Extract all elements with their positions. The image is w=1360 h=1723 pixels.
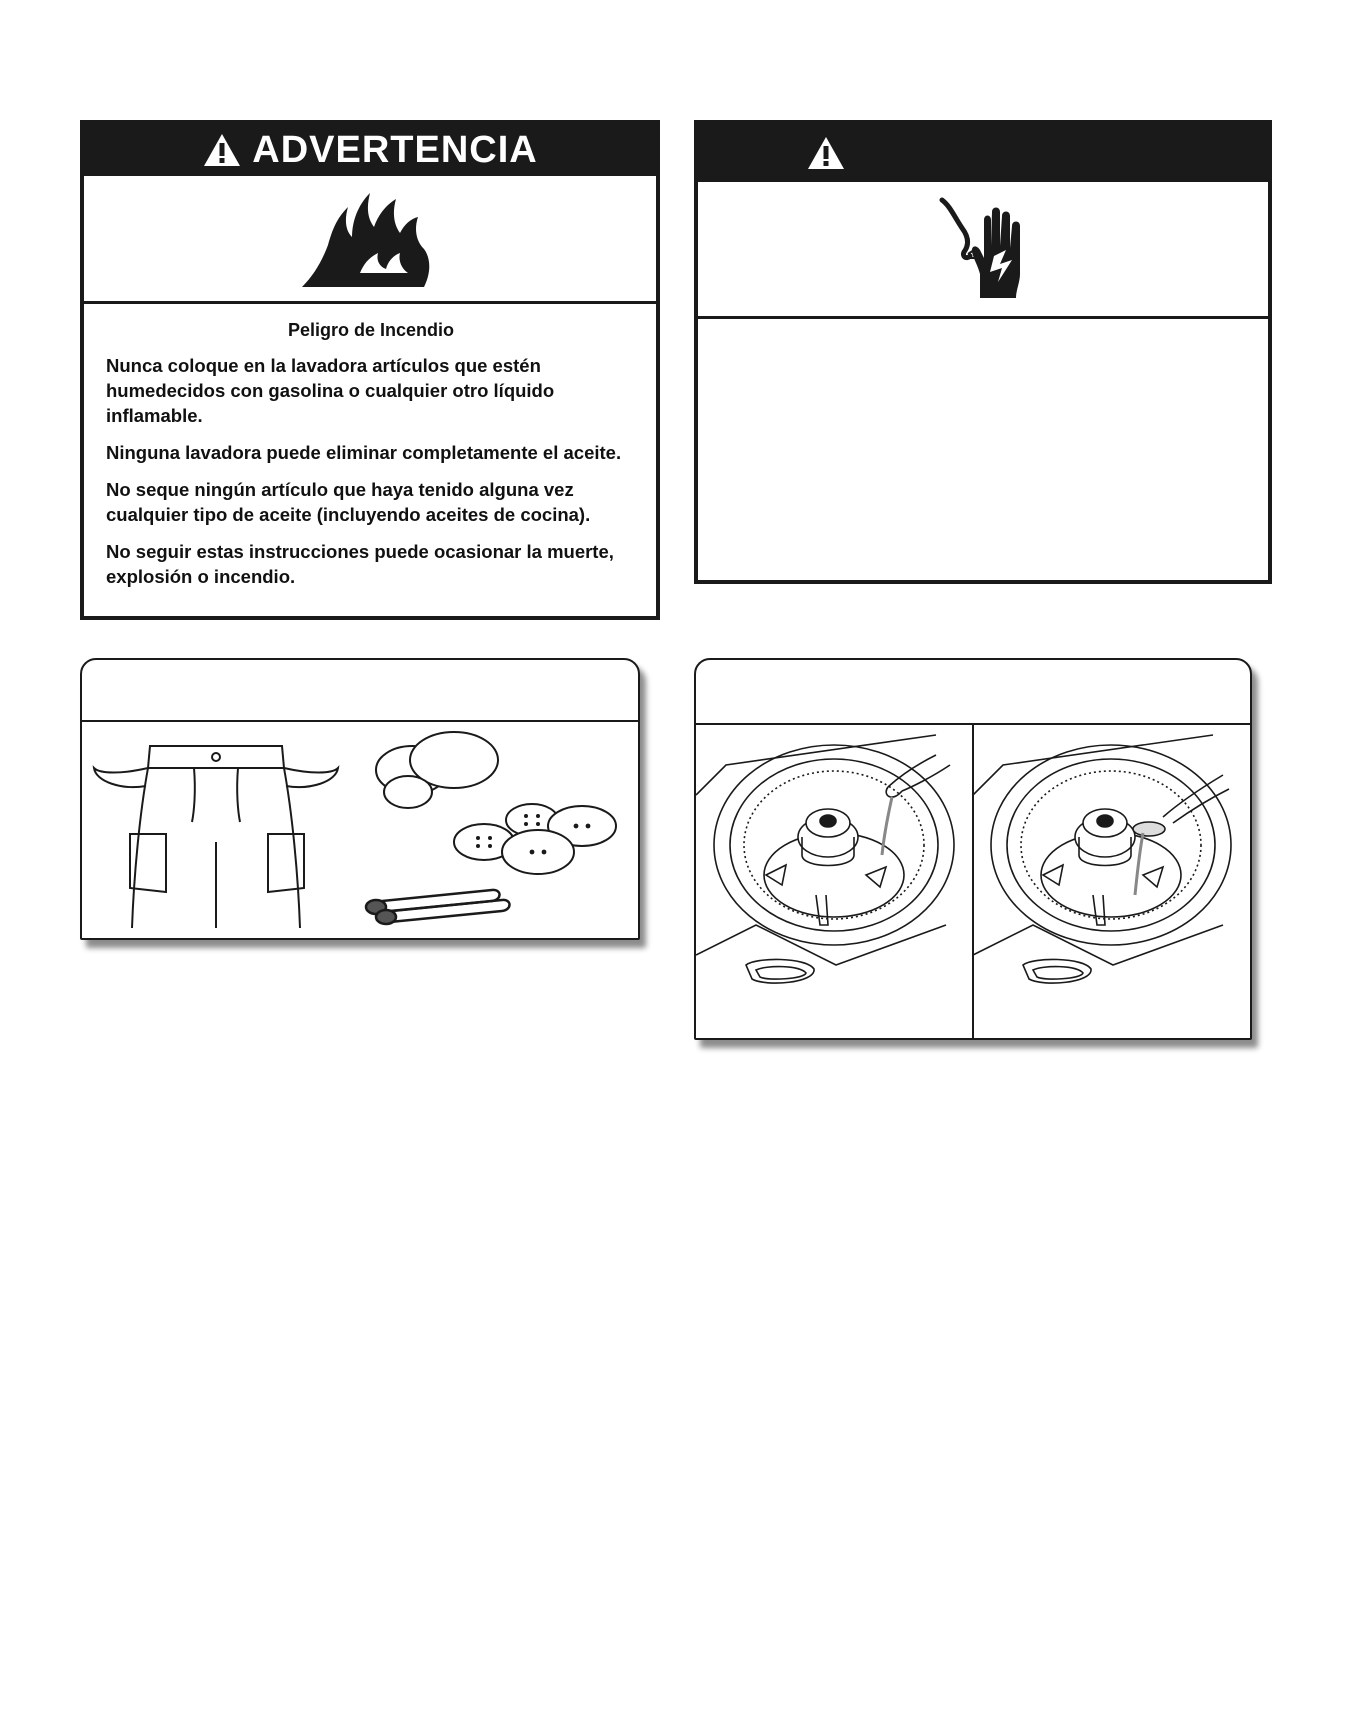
empty-pockets-illustration-panel [80, 658, 640, 940]
pants-icon [94, 746, 338, 928]
fire-warning-header [84, 124, 656, 176]
fire-warning-paragraph-1: Nunca coloque en la lavadora artículos que estén humedecidos con gasolina o cualquier otro líquido inflamable. [106, 355, 555, 426]
fire-warning-paragraph-3: No seque ningún artículo que haya tenido alguna vez cualquier tipo de aceite (incluyendo aceites de cocina). [106, 479, 591, 525]
fire-warning-subtitle: Peligro de Incendio [287, 320, 455, 340]
safety-pins-icon [366, 890, 510, 924]
fire-warning-title: ADVERTENCIA [252, 128, 538, 171]
shock-warning-box [694, 120, 1272, 584]
pants-coins-buttons-pins-illustration [82, 722, 638, 940]
fire-warning-text [84, 304, 656, 589]
washer-drum-illustrations [696, 725, 1250, 1040]
warning-triangle-icon [806, 135, 846, 171]
washer-pour-detergent-illustration [696, 735, 954, 983]
coins-icon [376, 732, 498, 808]
fire-icon [300, 187, 440, 291]
washer-pour-additive-illustration [973, 735, 1231, 983]
fire-warning-paragraph-4: No seguir estas instrucciones puede ocasionar la muerte, explosión o incendio. [106, 541, 614, 587]
panel-illustration [82, 722, 638, 940]
panel-header [82, 660, 638, 722]
fire-warning-paragraph-2: Ninguna lavadora puede eliminar completamente el aceite. [106, 442, 622, 463]
electric-shock-hand-icon [928, 194, 1038, 304]
warning-triangle-icon [202, 132, 242, 168]
washer-loading-illustration-panel [694, 658, 1252, 1040]
panel-header [696, 660, 1250, 725]
shock-warning-header [698, 124, 1268, 182]
fire-icon-row [84, 176, 656, 304]
fire-warning-box [80, 120, 660, 620]
shock-icon-row [698, 182, 1268, 319]
panel-illustration [696, 725, 1250, 1040]
